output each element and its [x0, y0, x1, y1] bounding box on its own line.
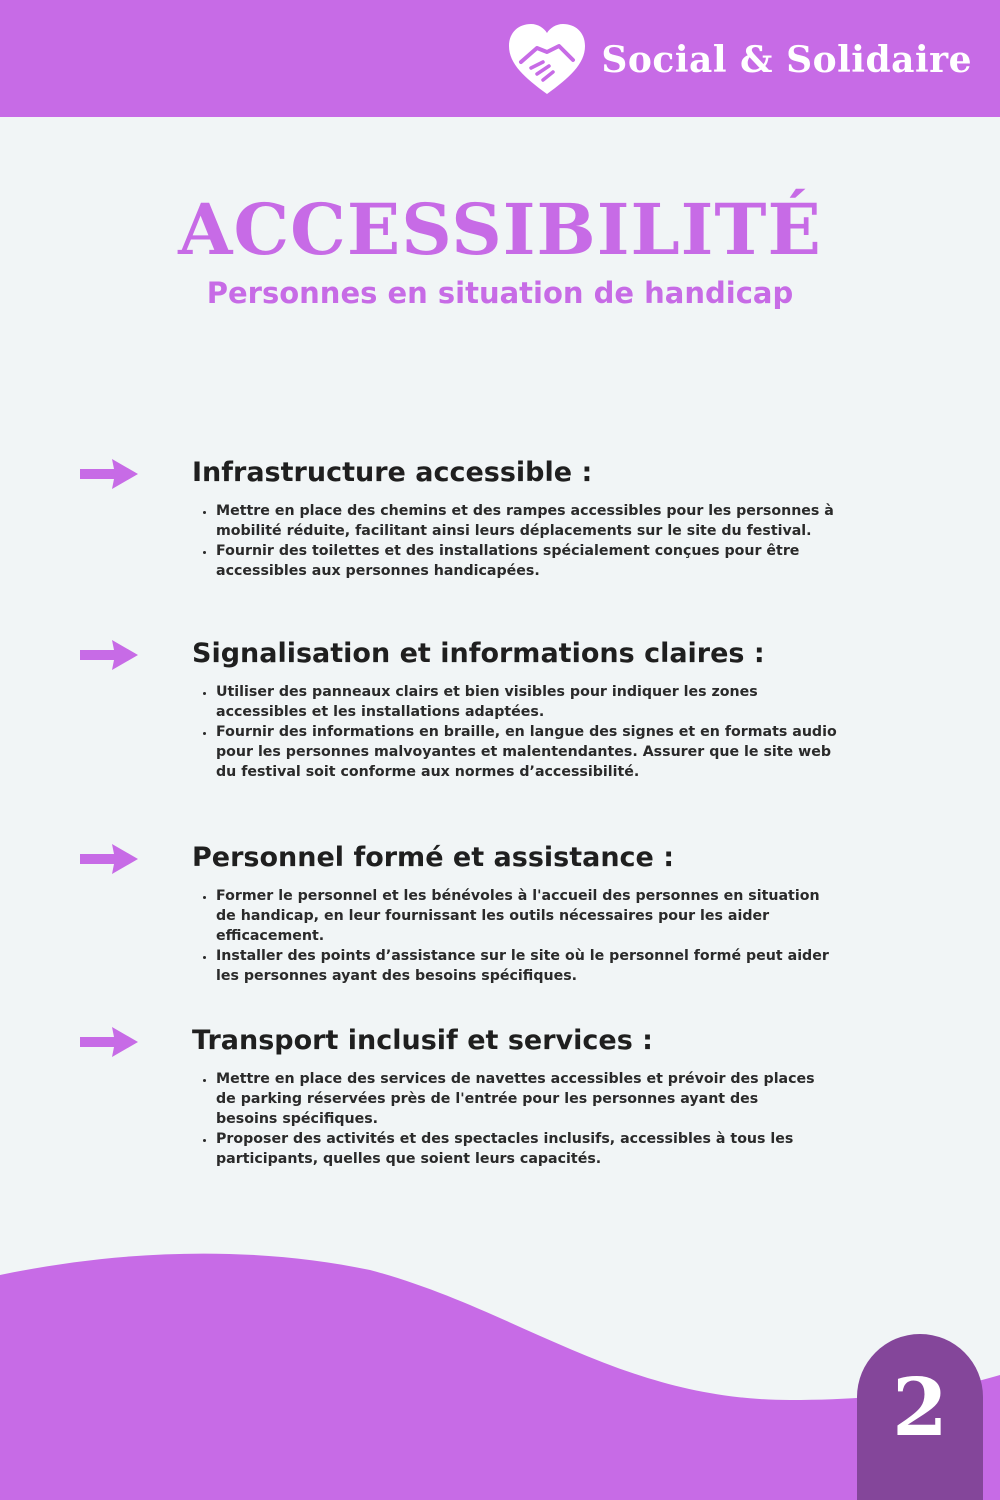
arrow-right-icon: [78, 842, 140, 876]
brand-name: Social & Solidaire: [601, 39, 972, 81]
bullet-list: [198, 501, 886, 581]
heart-handshake-icon: [507, 22, 587, 98]
arrow-right-icon: [78, 638, 140, 672]
page-number: 2: [892, 1360, 948, 1454]
section-heading: Signalisation et informations claires :: [192, 638, 765, 669]
list-item: • Fournir des informations en braille, en langue des signes et en formats audio pour les personnes malvoyantes et malentendantes. Assurer que le site web du festival soit conforme aux normes d’accessibilité.: [216, 722, 841, 782]
page-subtitle: Personnes en situation de handicap: [206, 276, 794, 310]
header-bar: [0, 0, 1000, 117]
footer-wave: [0, 1250, 1000, 1500]
list-item: • Mettre en place des services de navettes accessibles et prévoir des places de parking réservées près de l'entrée pour les personnes ayant des besoins spécifiques.: [216, 1069, 816, 1129]
page-number-badge: [857, 1334, 983, 1500]
bullet-list: [198, 682, 841, 782]
section-heading: Transport inclusif et services :: [192, 1025, 653, 1056]
brand: [507, 22, 972, 98]
list-item: • Utiliser des panneaux clairs et bien visibles pour indiquer les zones accessibles et les installations adaptées.: [216, 682, 841, 722]
page-title: ACCESSIBILITÉ: [178, 188, 822, 271]
list-item: • Fournir des toilettes et des installations spécialement conçues pour être accessibles aux personnes handicapées.: [216, 541, 886, 581]
bullet-list: [198, 1069, 816, 1169]
arrow-right-icon: [78, 457, 140, 491]
list-item: • Former le personnel et les bénévoles à l'accueil des personnes en situation de handicap, en leur fournissant les outils nécessaires pour les aider efficacement.: [216, 886, 841, 946]
section-heading: Infrastructure accessible :: [192, 457, 593, 488]
bullet-list: [198, 886, 841, 986]
list-item: • Mettre en place des chemins et des rampes accessibles pour les personnes à mobilité réduite, facilitant ainsi leurs déplacements sur le site du festival.: [216, 501, 886, 541]
list-item: • Installer des points d’assistance sur le site où le personnel formé peut aider les personnes ayant des besoins spécifiques.: [216, 946, 841, 986]
section-heading: Personnel formé et assistance :: [192, 842, 675, 873]
list-item: • Proposer des activités et des spectacles inclusifs, accessibles à tous les participants, quelles que soient leurs capacités.: [216, 1129, 816, 1169]
arrow-right-icon: [78, 1025, 140, 1059]
